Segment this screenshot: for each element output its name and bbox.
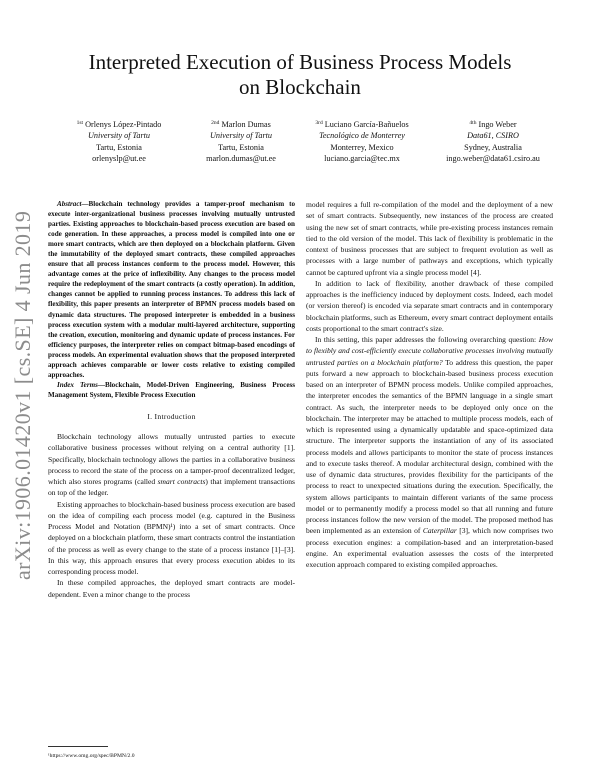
author-3 — [294, 118, 430, 165]
intro-p1-emphasis: smart contracts — [157, 477, 206, 487]
abstract — [48, 199, 295, 380]
section-heading: I. Introduction — [147, 411, 196, 421]
intro-r3-text-mid: To address this question, the paper puts forward a new approach to blockchain-based business process execution based on an interpreter of BPMN process models. Unlike compiled approaches, the interpreter encodes the semantics of the BPMN language in a single smart contract. As such, the interpreter needs to be deployed only once on the blockchain. The interpreter may be attached to multiple process models, each of which is represented using a dynamically updatable and space-optimized data structure. The interpreter supports the instantiation of any of its associated process models and allows participants to monitor the state of process instances and to execute tasks thereof. A modular architectural design, combined with the use of dynamic data structures, provides flexibility for the participants of the process to react to unexpected situations during the execution. Specifically, the system allows participants to maintain different variants of the same process model or to permanently modify a process model so that all running and future process instances follow the new version of the model. The proposed method has been implemented as an extension of — [306, 357, 553, 536]
author-email: marlon.dumas@ut.ee — [206, 154, 276, 164]
index-terms-lead: Index Terms — [57, 380, 98, 389]
paper-title — [60, 50, 540, 100]
intro-r3-caterpillar: Caterpillar — [422, 526, 457, 536]
author-email: luciano.garcia@tec.mx — [324, 154, 400, 164]
intro-paragraph-r3 — [306, 334, 553, 570]
author-suffix: rd — [318, 120, 323, 126]
intro-p1-text-end: ) that implement transactions on top of the ledger. — [48, 477, 295, 498]
intro-r3-question: How to flexibly and cost-efficiently execute collaborative processes involving mutually untrusted parties on a blockchain platform? — [306, 335, 553, 367]
intro-paragraph-3: In these compiled approaches, the deployed smart contracts are model-dependent. Even a minor change to the process — [48, 578, 295, 599]
footnote: ¹https://www.omg.org/spec/BPMN/2.0 — [48, 753, 135, 759]
author-num: 4 — [469, 120, 473, 126]
author-suffix: nd — [213, 120, 220, 126]
author-location: Tartu, Estonia — [218, 142, 264, 152]
index-terms — [48, 380, 295, 400]
author-name: Orlenys López-Pintado — [85, 120, 162, 129]
author-affiliation: Data61, CSIRO — [467, 131, 519, 141]
author-block — [48, 118, 552, 170]
author-1 — [54, 118, 184, 165]
intro-paragraph-r1: model requires a full re-compilation of the model and the deployment of a new set of smart contracts. Subsequently, new instances of the process are created using the new set of smart contracts, while pre-existing process instances remain tied to the old version of the model. This lack of flexibility is problematic in the context of business processes that are subject to frequent evolution as well as processes with a large number of pathways and exceptions, which typically cannot be captured upfront via a single process model [4]. — [306, 200, 553, 277]
author-email: ingo.weber@data61.csiro.au — [446, 154, 540, 164]
right-column — [306, 199, 553, 570]
author-4 — [434, 118, 552, 165]
footnote-rule — [48, 746, 108, 747]
author-name: Luciano García-Bañuelos — [324, 120, 409, 129]
author-affiliation: University of Tartu — [209, 131, 273, 141]
left-column — [48, 199, 295, 600]
author-num: 2 — [211, 120, 214, 126]
author-affiliation: Tecnológico de Monterrey — [319, 131, 405, 141]
arxiv-stamp: arXiv:1906.01420v1 [cs.SE] 4 Jun 2019 — [10, 210, 35, 580]
abstract-lead: Abstract — [57, 200, 82, 208]
author-suffix: st — [79, 120, 84, 126]
author-2 — [186, 118, 296, 165]
author-name: Marlon Dumas — [221, 120, 271, 129]
author-num: 3 — [315, 120, 319, 126]
index-terms-text: —Blockchain, Model-Driven Engineering, Business Process Management System, Flexible Process Execution — [48, 380, 295, 399]
abstract-text: —Blockchain technology provides a tamper-proof mechanism to execute inter-organizational business processes involving mutually untrusted parties. Existing approaches to blockchain-based process execution are based on code generation. In these approaches, a process model is compiled into one or more smart contracts, which are then deployed on a blockchain platform. Given the immutability of the deployed smart contracts, these compiled approaches ensure that all process instances conform to the process model. However, this advantage comes at the price of inflexibility. Any changes to the process model require the redeployment of the smart contracts (a costly operation). In addition, changes cannot be applied to running process instances. To address this lack of flexibility, this paper presents an interpreter of BPMN process models based on dynamic data structures. The proposed interpreter is embedded in a business process execution system with a modular multi-layered architecture, supporting the creation, execution, monitoring and dynamic update of process instances. For efficiency purposes, the interpreter relies on compact bitmap-based encodings of process models. An experimental evaluation shows that the proposed interpreted approach achieves comparable or lower costs relative to existing compiled approaches. — [48, 200, 295, 379]
author-suffix: th — [472, 120, 477, 126]
author-name: Ingo Weber — [478, 120, 517, 129]
author-location: Sydney, Australia — [464, 142, 522, 152]
author-location: Tartu, Estonia — [96, 142, 142, 152]
intro-paragraph-r2: In addition to lack of flexibility, another drawback of these compiled approaches is the inefficiency induced by deployment costs. Indeed, each model (or version thereof) is encoded via separate smart contracts and in contemporary blockchain platforms, such as Ethereum, every smart contract deployment entails costs proportional to the smart contract's size. — [306, 278, 553, 333]
author-location: Monterrey, Mexico — [330, 142, 394, 152]
intro-p1-text: Blockchain technology allows mutually untrusted parties to execute collaborative business processes without relying on a central authority [1]. Specifically, blockchain technology allows the parties in a collaborative business process to record the state of the process on a tamper-proof decentralized ledger, which also stores programs (called — [48, 432, 295, 487]
intro-paragraph-1 — [48, 431, 295, 499]
intro-r3-text-end: [3], which now comprises two process execution engines: a compilation-based and an interpretation-based engine. An experimental evaluation assesses the costs of the interpreted execution approach compared to existing compiled approaches. — [306, 526, 553, 569]
author-email: orlenyslp@ut.ee — [92, 154, 146, 164]
intro-r3-text: In this setting, this paper addresses the following overarching question: — [315, 335, 539, 344]
author-num: 1 — [76, 120, 80, 126]
title-line-2: on Blockchain — [239, 75, 361, 99]
intro-paragraph-2: Existing approaches to blockchain-based business process execution are based on the idea of compiling each process model (e.g. captured in the Business Process Model and Notation (BPMN)¹) into a set of smart contracts. Once deployed on a blockchain platform, these smart contracts control the instantiation of the process as well as every change to the state of a process instance [1]–[3]. In this way, this approach ensures that every process execution abides to its corresponding process model. — [48, 499, 295, 577]
title-line-1: Interpreted Execution of Business Process Models — [88, 50, 512, 74]
author-affiliation: University of Tartu — [87, 131, 151, 141]
